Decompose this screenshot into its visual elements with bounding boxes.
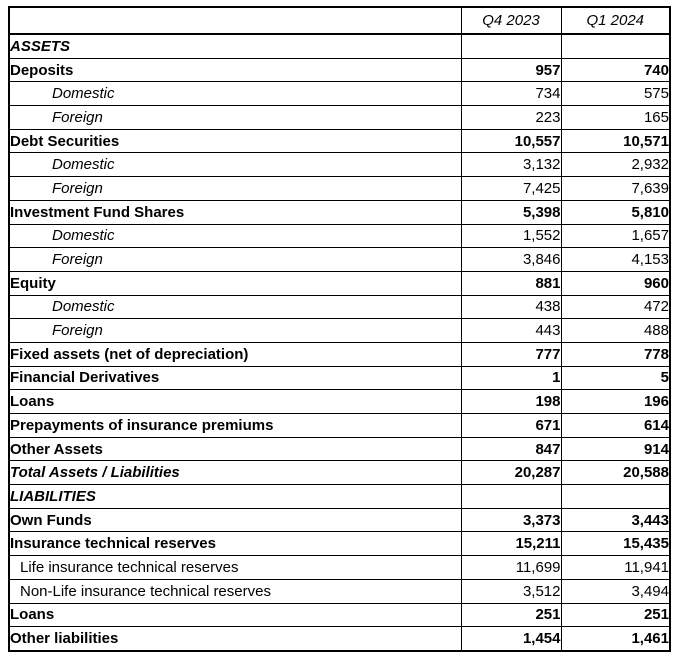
row-label-cell: Deposits [9, 58, 461, 82]
table-row [9, 153, 670, 177]
value-cell-q4-2023: 3,512 [461, 579, 561, 603]
row-label-cell: Total Assets / Liabilities [9, 461, 461, 485]
row-label-cell: Domestic [9, 153, 461, 177]
header-cell-q1-2024: Q1 2024 [561, 7, 670, 34]
value-cell-q1-2024: 165 [561, 106, 670, 130]
value-cell-q4-2023: 443 [461, 319, 561, 343]
value-cell-q1-2024: 1,461 [561, 627, 670, 651]
value-cell-q1-2024: 5,810 [561, 200, 670, 224]
table-row [9, 437, 670, 461]
value-cell-q1-2024: 1,657 [561, 224, 670, 248]
row-label-cell: Financial Derivatives [9, 366, 461, 390]
value-cell-q4-2023: 734 [461, 82, 561, 106]
value-cell-q1-2024: 914 [561, 437, 670, 461]
row-label-cell: Other Assets [9, 437, 461, 461]
header-row [9, 7, 670, 34]
table-row [9, 224, 670, 248]
row-label-cell: Domestic [9, 82, 461, 106]
table-row [9, 106, 670, 130]
row-label-cell: Insurance technical reserves [9, 532, 461, 556]
value-cell-q1-2024: 20,588 [561, 461, 670, 485]
value-cell-q4-2023: 3,373 [461, 508, 561, 532]
row-label-cell: Loans [9, 603, 461, 627]
table-row [9, 508, 670, 532]
table-row [9, 177, 670, 201]
row-label-cell: Other liabilities [9, 627, 461, 651]
table-row [9, 34, 670, 58]
row-label-cell: Foreign [9, 106, 461, 130]
row-label-cell: Foreign [9, 319, 461, 343]
value-cell-q4-2023: 3,132 [461, 153, 561, 177]
value-cell-q4-2023: 3,846 [461, 248, 561, 272]
value-cell-q4-2023: 847 [461, 437, 561, 461]
table-row [9, 58, 670, 82]
value-cell-q1-2024: 3,494 [561, 579, 670, 603]
value-cell-q1-2024: 614 [561, 414, 670, 438]
table-row [9, 342, 670, 366]
value-cell-q4-2023: 957 [461, 58, 561, 82]
value-cell-q4-2023 [461, 34, 561, 58]
table-row [9, 579, 670, 603]
row-label-cell: Domestic [9, 295, 461, 319]
value-cell-q1-2024: 196 [561, 390, 670, 414]
value-cell-q4-2023: 671 [461, 414, 561, 438]
value-cell-q1-2024: 5 [561, 366, 670, 390]
table-row [9, 295, 670, 319]
value-cell-q1-2024: 472 [561, 295, 670, 319]
value-cell-q1-2024: 3,443 [561, 508, 670, 532]
value-cell-q1-2024: 2,932 [561, 153, 670, 177]
value-cell-q4-2023: 1 [461, 366, 561, 390]
value-cell-q4-2023: 251 [461, 603, 561, 627]
table-row [9, 129, 670, 153]
value-cell-q1-2024 [561, 485, 670, 509]
value-cell-q4-2023: 5,398 [461, 200, 561, 224]
table-row [9, 485, 670, 509]
row-label-cell: Life insurance technical reserves [9, 556, 461, 580]
value-cell-q1-2024: 740 [561, 58, 670, 82]
row-label-cell: LIABILITIES [9, 485, 461, 509]
table-row [9, 82, 670, 106]
value-cell-q4-2023: 15,211 [461, 532, 561, 556]
table-row [9, 627, 670, 651]
value-cell-q1-2024: 488 [561, 319, 670, 343]
table-row [9, 390, 670, 414]
row-label-cell: ASSETS [9, 34, 461, 58]
value-cell-q4-2023: 20,287 [461, 461, 561, 485]
value-cell-q4-2023: 223 [461, 106, 561, 130]
value-cell-q4-2023: 11,699 [461, 556, 561, 580]
table-row [9, 461, 670, 485]
row-label-cell: Loans [9, 390, 461, 414]
table-row [9, 200, 670, 224]
value-cell-q1-2024: 960 [561, 271, 670, 295]
balance-sheet-container [8, 6, 671, 652]
row-label-cell: Prepayments of insurance premiums [9, 414, 461, 438]
row-label-cell: Own Funds [9, 508, 461, 532]
value-cell-q4-2023: 881 [461, 271, 561, 295]
value-cell-q1-2024: 251 [561, 603, 670, 627]
value-cell-q1-2024: 7,639 [561, 177, 670, 201]
header-cell-q4-2023: Q4 2023 [461, 7, 561, 34]
header-cell-empty [9, 7, 461, 34]
value-cell-q1-2024 [561, 34, 670, 58]
value-cell-q4-2023: 7,425 [461, 177, 561, 201]
table-row [9, 603, 670, 627]
table-row [9, 366, 670, 390]
value-cell-q4-2023: 198 [461, 390, 561, 414]
table-row [9, 556, 670, 580]
row-label-cell: Non-Life insurance technical reserves [9, 579, 461, 603]
value-cell-q4-2023: 1,454 [461, 627, 561, 651]
row-label-cell: Foreign [9, 248, 461, 272]
table-row [9, 271, 670, 295]
balance-sheet-table [8, 6, 671, 652]
table-row [9, 248, 670, 272]
row-label-cell: Debt Securities [9, 129, 461, 153]
table-row [9, 414, 670, 438]
value-cell-q1-2024: 778 [561, 342, 670, 366]
row-label-cell: Domestic [9, 224, 461, 248]
table-row [9, 319, 670, 343]
value-cell-q4-2023: 438 [461, 295, 561, 319]
row-label-cell: Equity [9, 271, 461, 295]
value-cell-q4-2023: 1,552 [461, 224, 561, 248]
row-label-cell: Foreign [9, 177, 461, 201]
table-row [9, 532, 670, 556]
table-body [9, 34, 670, 651]
value-cell-q1-2024: 15,435 [561, 532, 670, 556]
row-label-cell: Investment Fund Shares [9, 200, 461, 224]
value-cell-q4-2023: 10,557 [461, 129, 561, 153]
value-cell-q4-2023 [461, 485, 561, 509]
value-cell-q1-2024: 4,153 [561, 248, 670, 272]
value-cell-q1-2024: 10,571 [561, 129, 670, 153]
value-cell-q1-2024: 11,941 [561, 556, 670, 580]
row-label-cell: Fixed assets (net of depreciation) [9, 342, 461, 366]
value-cell-q4-2023: 777 [461, 342, 561, 366]
value-cell-q1-2024: 575 [561, 82, 670, 106]
